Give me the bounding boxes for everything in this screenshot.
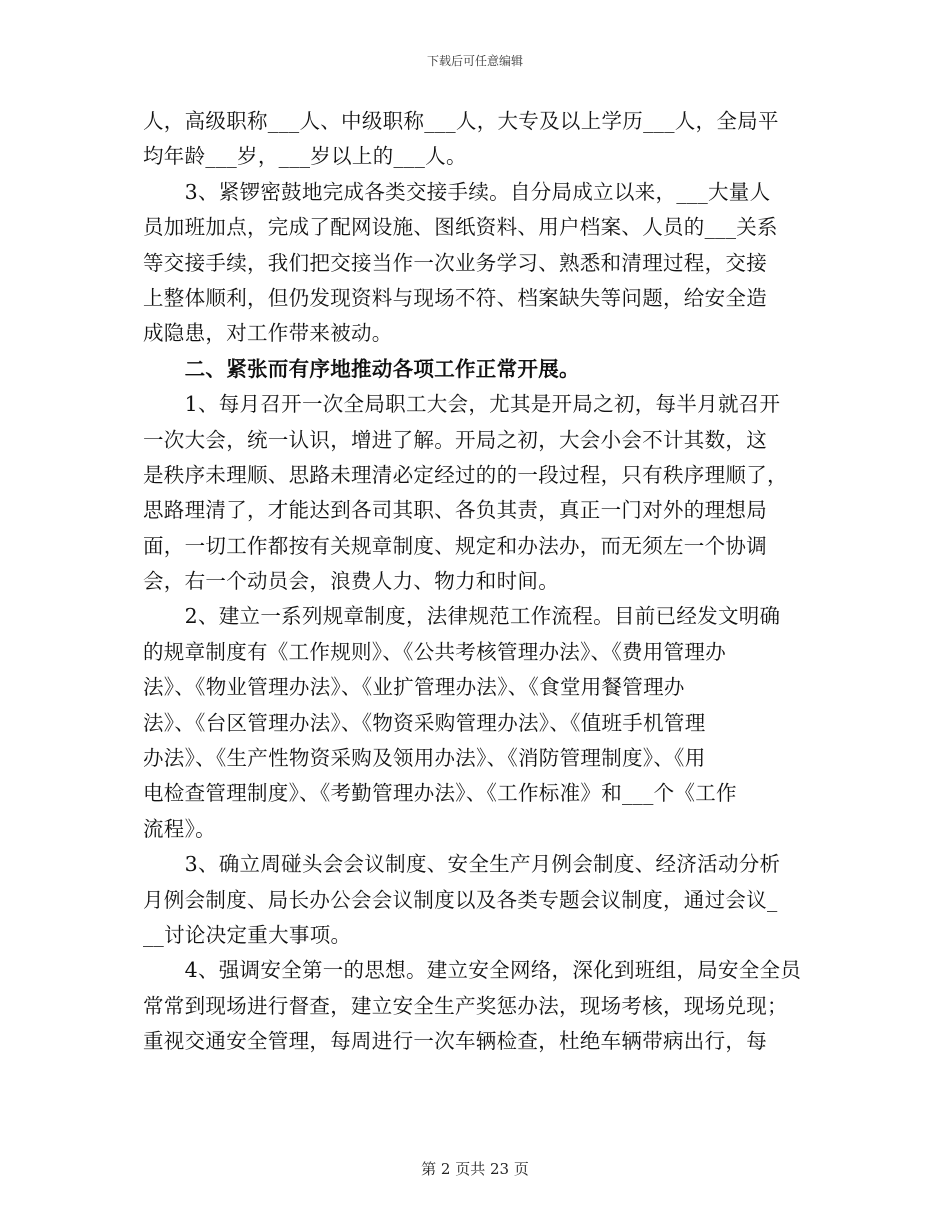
- text-line: 法》、《台区管理办法》、《物资采购管理办法》、《值班手机管理: [143, 710, 706, 735]
- text-line: 3、确立周碰头会会议制度、安全生产月例会制度、经济活动分析: [143, 852, 781, 877]
- page-footer: 第 2 页共 23 页: [421, 1160, 529, 1178]
- text-line: 成隐患，对工作带来被动。: [143, 321, 393, 346]
- text-line: 员加班加点，完成了配网设施、图纸资料、用户档案、人员的___关系: [143, 215, 778, 240]
- text-line: 流程》。: [143, 816, 216, 841]
- text-line: 的规章制度有《工作规则》、《公共考核管理办法》、《费用管理办: [143, 639, 726, 664]
- text-line: 上整体顺利，但仍发现资料与现场不符、档案缺失等问题，给安全造: [143, 285, 767, 310]
- text-line: 会，右一个动员会，浪费人力、物力和时间。: [143, 569, 559, 594]
- text-line: 重视交通安全管理，每周进行一次车辆检查，杜绝车辆带病出行，每: [143, 1029, 767, 1054]
- page-header: 下载后可任意编辑: [426, 54, 523, 68]
- text-line: 4、强调安全第一的思想。建立安全网络，深化到班组，局安全全员: [143, 958, 802, 983]
- text-line: 月例会制度、局长办公会会议制度以及各类专题会议制度，通过会议_: [143, 887, 778, 912]
- text-line: 面，一切工作都按有关规章制度、规定和办法办，而无须左一个协调: [143, 533, 767, 558]
- text-line: 2、建立一系列规章制度，法律规范工作流程。目前已经发文明确: [143, 604, 781, 629]
- text-line: 人，高级职称___人、中级职称___人，大专及以上学历___人，全局平: [143, 109, 779, 133]
- text-line: __讨论决定重大事项。: [143, 922, 352, 947]
- text-line: 法》、《物业管理办法》、《业扩管理办法》、《食堂用餐管理办: [143, 675, 685, 700]
- text-line: 1、每月召开一次全局职工大会，尤其是开局之初，每半月就召开: [143, 392, 781, 417]
- body-text: [143, 104, 808, 1060]
- text-line: 是秩序未理顺、思路未理清必定经过的的一段过程，只有秩序理顺了，: [143, 462, 788, 487]
- text-line: 3、紧锣密鼓地完成各类交接手续。自分局成立以来，___大量人: [143, 179, 771, 204]
- text-line: 常常到现场进行督查，建立安全生产奖惩办法，现场考核，现场兑现；: [143, 993, 788, 1018]
- text-line: 均年龄___岁，___岁以上的___人。: [143, 144, 467, 169]
- text-line: 办法》、《生产性物资采购及领用办法》、《消防管理制度》、《用: [143, 746, 706, 771]
- text-line: 一次大会，统一认识，增进了解。开局之初，大会小会不计其数，这: [143, 427, 767, 452]
- text-line: 等交接手续，我们把交接当作一次业务学习、熟悉和清理过程，交接: [143, 250, 767, 275]
- text-line: 思路理清了，才能达到各司其职、各负其责，真正一门对外的理想局: [143, 498, 767, 523]
- text-line: 电检查管理制度》、《考勤管理办法》、《工作标准》和___个《工作: [143, 781, 737, 806]
- section-heading: 二、紧张而有序地推动各项工作正常开展。: [143, 356, 580, 381]
